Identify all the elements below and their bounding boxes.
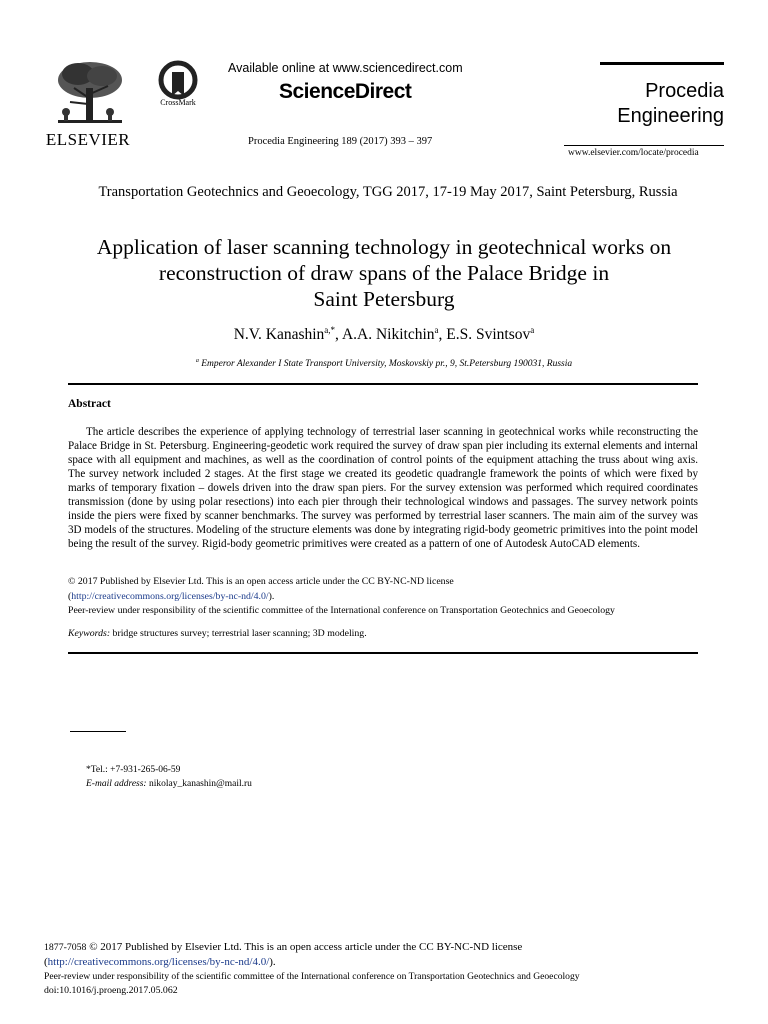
elsevier-logo xyxy=(44,58,132,148)
bottom-copyright: © 2017 Published by Elsevier Ltd. This is an open access article under the CC BY-NC-ND license xyxy=(86,941,523,953)
peer-review-notice: Peer-review under responsibility of the scientific committee of the International conference on Transportation Geotechnics and Geoecology xyxy=(68,605,615,616)
affiliation-mark: a xyxy=(195,358,199,364)
keywords-text: bridge structures survey; terrestrial laser scanning; 3D modeling. xyxy=(112,628,367,639)
abstract-bottom-rule xyxy=(68,652,698,654)
keywords xyxy=(68,628,367,639)
email-address[interactable]: nikolay_kanashin@mail.ru xyxy=(148,779,252,789)
author-name: E.S. Svintsov xyxy=(446,326,531,344)
sciencedirect-logo: ScienceDirect xyxy=(279,80,412,103)
journal-title-line2: Engineering xyxy=(617,105,724,127)
publisher-name: ELSEVIER xyxy=(45,130,131,149)
journal-title-box xyxy=(600,62,724,137)
author-separator: , xyxy=(335,326,342,344)
author-affiliation-mark: a xyxy=(530,325,535,335)
journal-reference: Procedia Engineering 189 (2017) 393 – 397 xyxy=(248,136,433,147)
license-open: ( xyxy=(68,591,72,602)
bottom-license-close: ). xyxy=(269,956,276,968)
elsevier-tree-icon xyxy=(50,58,126,128)
article-title xyxy=(50,234,718,312)
footnote-rule xyxy=(70,731,126,732)
crossmark-label: CrossMark xyxy=(160,98,196,107)
bottom-license-link[interactable]: http://creativecommons.org/licenses/by-nc-nd/4.0/ xyxy=(47,956,270,968)
bottom-peer-review: Peer-review under responsibility of the scientific committee of the International conference on Transportation Geotechnics and Geoecology xyxy=(44,971,580,982)
abstract-top-rule xyxy=(68,383,698,385)
issn-copyright xyxy=(44,941,522,953)
author-affiliation-mark: a xyxy=(434,325,439,335)
license-link[interactable]: http://creativecommons.org/licenses/by-nc-nd/4.0/ xyxy=(71,591,269,602)
available-online: Available online at www.sciencedirect.com xyxy=(228,61,463,75)
title-line3: Saint Petersburg xyxy=(313,287,455,311)
copyright-notice: © 2017 Published by Elsevier Ltd. This is an open access article under the CC BY-NC-ND license xyxy=(68,576,454,587)
title-line2: reconstruction of draw spans of the Palace Bridge in xyxy=(158,261,610,285)
corresponding-email xyxy=(86,779,252,789)
journal-title xyxy=(600,79,724,129)
license-line xyxy=(68,591,274,602)
journal-url[interactable]: www.elsevier.com/locate/procedia xyxy=(568,148,699,158)
abstract-heading: Abstract xyxy=(68,398,111,410)
bottom-license-open: ( xyxy=(44,956,48,968)
journal-title-line1: Procedia xyxy=(645,80,724,102)
doi[interactable]: doi:10.1016/j.proeng.2017.05.062 xyxy=(44,985,178,996)
corresponding-tel: *Tel.: +7-931-265-06-59 xyxy=(86,765,181,775)
abstract-body: The article describes the experience of applying technology of terrestrial laser scanning in geotechnical works while reconstructing the Palace Bridge in St. Petersburg. Engineering-geodetic work required the survey of draw span pier including its external elements and internal space with all equipment and machines, as well as the coordination of control points of the equipment attaching the truss about wing axis. The survey network included 2 stages. At the first stage we created its geodetic quadrangle framework the points of which were fixed by marks of temporary fixation – dowels driven into the draw span piers. For the survey extension was performed which required coordinates transmission (done by using polar resections) into each pier through their technological windows and passages. The survey network points inside the piers were fixed by scanner benchmarks. The survey was performed by terrestrial laser scanners. The main aim of the survey was 3D models of the structures. Modeling of the structure elements was done by integrating rigid-body geometric primitives into the point model being the result of the survey. Rigid-body geometric primitives were created as a pattern of one of Autodesk AutoCAD elements. xyxy=(68,426,698,550)
affiliation-text: Emperor Alexander I State Transport University, Moskovskiy pr., 9, St.Petersburg 190031, Russia xyxy=(201,359,573,370)
issn: 1877-7058 xyxy=(44,942,87,953)
license-close: ). xyxy=(268,591,275,602)
affiliation xyxy=(60,358,708,369)
title-line1: Application of laser scanning technology in geotechnical works on xyxy=(96,235,672,259)
conference-name: Transportation Geotechnics and Geoecology, TGG 2017, 17-19 May 2017, Saint Petersburg, Russia xyxy=(98,184,678,200)
author-name: N.V. Kanashin xyxy=(233,326,325,344)
author-name: A.A. Nikitchin xyxy=(341,326,435,344)
email-label: E-mail address: xyxy=(86,779,147,789)
header-divider xyxy=(564,145,724,146)
keywords-label: Keywords: xyxy=(68,628,111,639)
author-affiliation-mark: a,* xyxy=(324,325,336,335)
bottom-license-line xyxy=(44,956,276,968)
author-list xyxy=(60,325,708,344)
author-separator: , xyxy=(438,326,447,344)
